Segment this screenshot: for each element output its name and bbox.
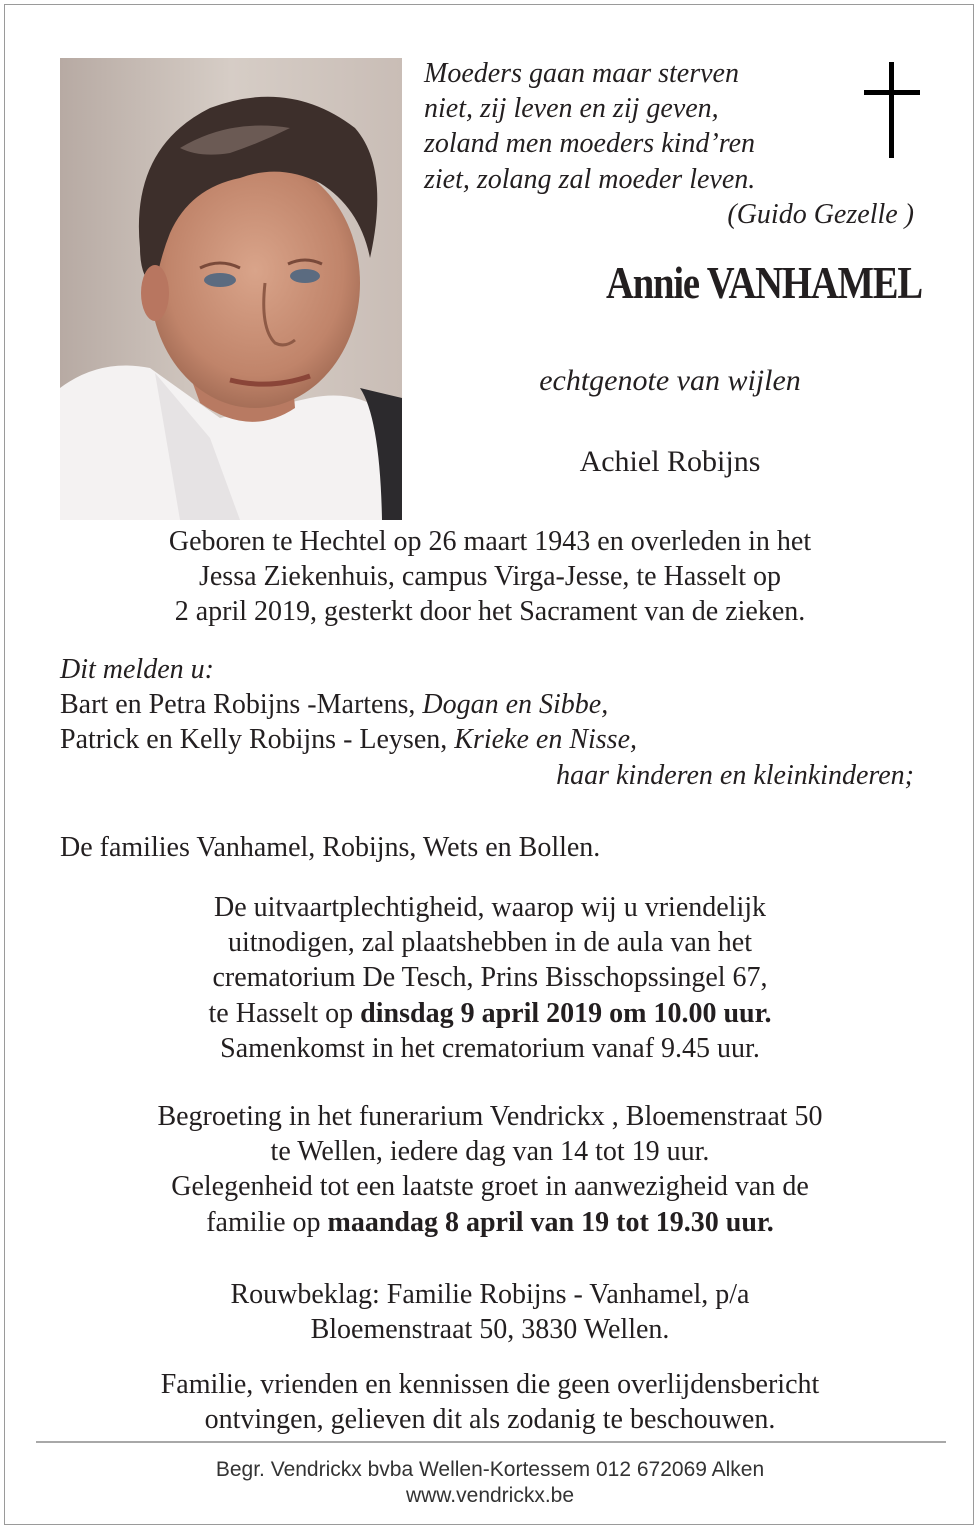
footer-divider xyxy=(36,1441,946,1443)
poem-line: ziet, zolang zal moeder leven. xyxy=(424,163,756,195)
text-line: crematorium De Tesch, Prins Bisschopssingel 67, xyxy=(212,962,768,994)
relation-line: haar kinderen en kleinkinderen; xyxy=(556,759,914,791)
text-line: 2 april 2019, gesterkt door het Sacrament van de zieken. xyxy=(174,596,806,628)
poem-line: niet, zij leven en zij geven, xyxy=(424,93,719,125)
poem-line: zoland men moeders kind’ren xyxy=(424,128,756,160)
text-line: De uitvaartplechtigheid, waarop wij u vriendelijk xyxy=(213,892,767,923)
deceased-name: Annie VANHAMEL xyxy=(606,257,922,308)
grandchildren: Dogan en Sibbe, xyxy=(422,689,609,721)
poem-author: (Guido Gezelle ) xyxy=(727,198,914,230)
text-prefix: te Hasselt op xyxy=(208,997,361,1029)
text-line: Begroeting in het funerarium Vendrickx , Bloemenstraat 50 xyxy=(157,1101,823,1132)
closing-text xyxy=(40,1367,940,1437)
text-line: Samenkomst in het crematorium vanaf 9.45 uur. xyxy=(220,1032,760,1064)
condolences-text xyxy=(40,1277,940,1347)
ceremony-date-line xyxy=(40,996,940,1031)
families-line-wrap xyxy=(60,830,920,865)
poem xyxy=(424,56,914,232)
text-line: Familie, vrienden en kennissen die geen overlijdensbericht xyxy=(160,1369,820,1400)
text-line: Jessa Ziekenhuis, campus Virga-Jesse, te Hasselt op xyxy=(198,561,782,593)
text-prefix: familie op xyxy=(206,1206,328,1238)
family-name: Bart en Petra Robijns -Martens, xyxy=(60,689,416,721)
text-line: Bloemenstraat 50, 3830 Wellen. xyxy=(310,1314,670,1346)
family-line xyxy=(60,687,920,722)
text-line: te Wellen, iedere dag van 14 tot 19 uur. xyxy=(270,1136,710,1168)
text-line: Rouwbeklag: Familie Robijns - Vanhamel, p/a xyxy=(230,1279,750,1310)
families-line: De families Vanhamel, Robijns, Wets en Bollen. xyxy=(60,832,601,863)
grandchildren: Krieke en Nisse, xyxy=(454,724,638,756)
footer-funeral-home: Begr. Vendrickx bvba Wellen-Kortessem 012 672069 Alken xyxy=(215,1458,765,1481)
footer-website: www.vendrickx.be xyxy=(405,1484,575,1507)
announcers-intro: Dit melden u: xyxy=(60,654,214,685)
spouse-name: Achiel Robijns xyxy=(579,445,761,478)
text-line: uitnodigen, zal plaatshebben in de aula van het xyxy=(227,927,753,959)
poem-line: Moeders gaan maar sterven xyxy=(424,58,739,89)
cross-icon xyxy=(864,62,920,158)
text-line: ontvingen, gelieven dit als zodanig te beschouwen. xyxy=(204,1404,776,1436)
greeting-date-line xyxy=(40,1205,940,1240)
greeting-text xyxy=(40,1099,940,1240)
family-line xyxy=(60,722,920,757)
text-line: Geboren te Hechtel op 26 maart 1943 en overleden in het xyxy=(168,526,812,557)
spouse-title: echtgenote van wijlen xyxy=(539,364,801,397)
ceremony-text xyxy=(40,890,940,1066)
text-line: Gelegenheid tot een laatste groet in aanwezigheid van de xyxy=(171,1171,809,1203)
family-name: Patrick en Kelly Robijns - Leysen, xyxy=(60,724,448,756)
footer xyxy=(40,1457,940,1509)
announcers xyxy=(60,652,920,793)
greeting-date: maandag 8 april van 19 tot 19.30 uur. xyxy=(327,1206,774,1238)
birth-death-text xyxy=(40,524,940,630)
ceremony-date: dinsdag 9 april 2019 om 10.00 uur. xyxy=(360,997,772,1029)
portrait-photo xyxy=(60,58,402,520)
